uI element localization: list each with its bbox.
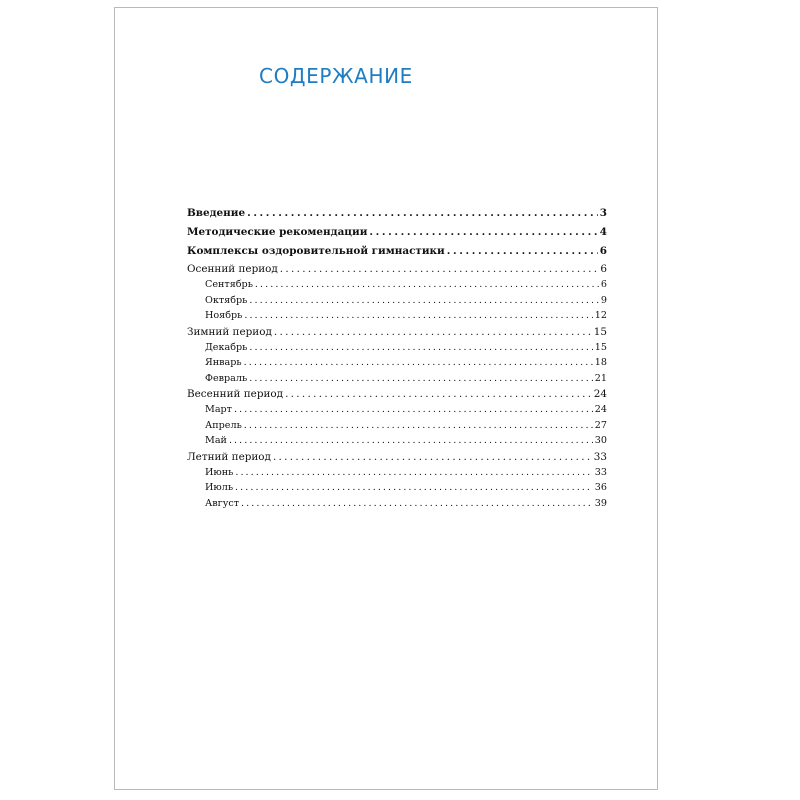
toc-entry-label: Апрель — [205, 419, 242, 431]
toc-entry-spring-period[interactable] — [187, 386, 607, 402]
toc-leader-dots — [241, 496, 593, 512]
toc-entry-label: Введение — [187, 207, 246, 219]
toc-entry-summer-period[interactable] — [187, 449, 607, 465]
toc-entry-label: Методические рекомендации — [187, 226, 368, 238]
toc-entry-methodical-recommendations[interactable] — [187, 223, 607, 242]
toc-entry-page: 18 — [594, 357, 607, 368]
toc-leader-dots — [285, 386, 592, 402]
toc-leader-dots — [255, 277, 599, 293]
toc-entry-page: 27 — [594, 419, 607, 431]
toc-entry-august[interactable] — [187, 496, 607, 512]
toc-leader-dots — [244, 308, 592, 324]
toc-leader-dots — [280, 261, 599, 277]
toc-entry-page: 6 — [600, 279, 607, 290]
toc-leader-dots — [249, 340, 592, 356]
toc-entry-page: 6 — [599, 245, 607, 257]
toc-entry-label: Осенний период — [187, 263, 278, 275]
toc-leader-dots — [273, 449, 592, 465]
toc-entry-january[interactable] — [187, 355, 607, 371]
toc-entry-gymnastics-complexes[interactable] — [187, 242, 607, 261]
toc-entry-page: 9 — [600, 294, 607, 306]
toc-entry-autumn-period[interactable] — [187, 261, 607, 277]
toc-leader-dots — [244, 418, 593, 434]
toc-leader-dots — [235, 480, 593, 496]
toc-entry-page: 6 — [600, 263, 607, 275]
toc-entry-label: Ноябрь — [205, 310, 243, 321]
toc-entry-march[interactable] — [187, 402, 607, 418]
toc-entry-page: 15 — [594, 341, 607, 353]
toc-entry-label: Декабрь — [205, 341, 248, 353]
table-of-contents — [187, 204, 607, 511]
toc-leader-dots — [235, 465, 592, 481]
toc-entry-label: Зимний период — [187, 325, 272, 338]
toc-entry-page: 4 — [599, 226, 607, 238]
toc-leader-dots — [247, 204, 598, 223]
toc-entry-label: Сентябрь — [205, 279, 253, 290]
toc-entry-page: 12 — [594, 310, 607, 321]
page-title: СОДЕРЖАНИЕ — [259, 64, 413, 88]
toc-leader-dots — [369, 223, 597, 242]
toc-entry-february[interactable] — [187, 371, 607, 387]
toc-leader-dots — [447, 242, 598, 261]
toc-entry-june[interactable] — [187, 465, 607, 481]
toc-leader-dots — [229, 433, 593, 449]
toc-entry-page: 3 — [599, 207, 607, 219]
toc-entry-label: Весенний период — [187, 388, 284, 400]
toc-entry-page: 24 — [594, 404, 607, 415]
toc-entry-october[interactable] — [187, 293, 607, 309]
toc-entry-april[interactable] — [187, 418, 607, 434]
toc-entry-page: 30 — [594, 435, 607, 446]
toc-leader-dots — [244, 355, 593, 371]
toc-entry-page: 33 — [594, 466, 607, 478]
toc-entry-page: 36 — [594, 482, 607, 493]
toc-entry-label: Август — [205, 497, 240, 509]
toc-entry-label: Летний период — [187, 450, 271, 463]
toc-entry-september[interactable] — [187, 277, 607, 293]
toc-entry-december[interactable] — [187, 340, 607, 356]
toc-leader-dots — [249, 371, 593, 387]
toc-entry-label: Февраль — [205, 372, 248, 384]
toc-entry-label: Июнь — [205, 466, 234, 478]
document-page — [114, 7, 658, 790]
toc-leader-dots — [249, 293, 599, 309]
toc-leader-dots — [234, 402, 593, 418]
toc-entry-introduction[interactable] — [187, 204, 607, 223]
toc-entry-page: 39 — [594, 497, 607, 509]
toc-entry-label: Комплексы оздоровительной гимнастики — [187, 245, 445, 257]
toc-entry-november[interactable] — [187, 308, 607, 324]
toc-entry-may[interactable] — [187, 433, 607, 449]
toc-entry-page: 15 — [593, 325, 607, 338]
toc-entry-page: 21 — [594, 372, 607, 384]
toc-entry-winter-period[interactable] — [187, 324, 607, 340]
toc-entry-label: Май — [205, 435, 227, 446]
toc-entry-page: 33 — [593, 450, 607, 463]
toc-entry-label: Июль — [205, 482, 234, 493]
toc-leader-dots — [274, 324, 592, 340]
toc-entry-label: Январь — [205, 357, 242, 368]
toc-entry-july[interactable] — [187, 480, 607, 496]
toc-entry-label: Март — [205, 404, 232, 415]
toc-entry-page: 24 — [593, 388, 607, 400]
toc-entry-label: Октябрь — [205, 294, 248, 306]
